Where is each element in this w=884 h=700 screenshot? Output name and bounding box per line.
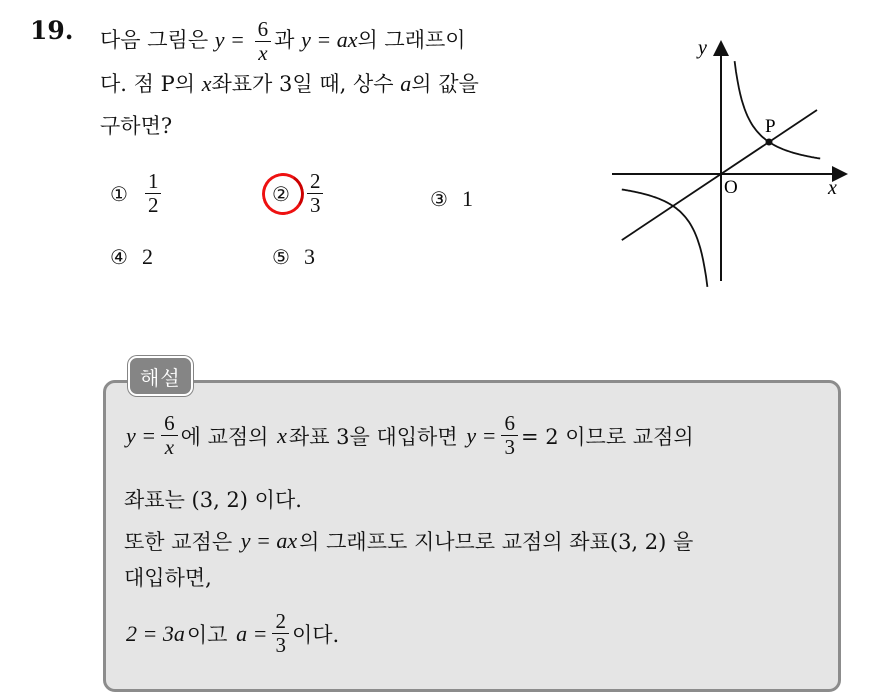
variable-a: a bbox=[400, 71, 412, 96]
choice-number: ⑤ bbox=[272, 245, 290, 269]
solution-tag: 해설 bbox=[128, 356, 193, 396]
choice-number: ① bbox=[110, 181, 128, 206]
equation-y-equals-ax: y = ax bbox=[240, 528, 298, 553]
variable-x: x bbox=[277, 422, 287, 448]
choice-value: 3 bbox=[303, 244, 315, 269]
fraction-denominator: x bbox=[258, 41, 268, 66]
solution-text-segment: 좌표 3을 대입하면 bbox=[288, 424, 458, 449]
choice-number: ③ bbox=[430, 187, 448, 211]
solution-line-3 bbox=[124, 526, 693, 556]
choice-fraction bbox=[145, 170, 162, 217]
question-number: 19. bbox=[30, 16, 74, 45]
fraction-denominator: x bbox=[164, 435, 175, 460]
line-y-equals-ax bbox=[622, 110, 817, 240]
point-p-label: P bbox=[765, 116, 776, 137]
fraction-denominator: 3 bbox=[275, 633, 286, 658]
fraction-6-over-x bbox=[161, 412, 178, 459]
equation-y-equals-ax: y = ax bbox=[301, 27, 358, 53]
solution-line-5 bbox=[124, 610, 339, 657]
choice-number-glyph: ② bbox=[272, 181, 290, 206]
solution-line-4: 대입하면, bbox=[124, 566, 212, 590]
fraction-numerator: 2 bbox=[272, 610, 289, 634]
question-text-segment: 다. 점 P의 bbox=[100, 72, 196, 96]
solution-line-1 bbox=[124, 412, 694, 459]
solution-text-segment: 이다. bbox=[291, 622, 340, 647]
origin-label: O bbox=[724, 177, 738, 198]
equation-a-equals: a = bbox=[236, 620, 268, 646]
choice-value: 1 bbox=[461, 186, 473, 211]
fraction-denominator: 3 bbox=[504, 435, 515, 460]
fraction-6-over-x bbox=[255, 18, 272, 65]
choice-number: ④ bbox=[110, 245, 128, 269]
choice-number bbox=[272, 182, 290, 206]
y-axis-label: y bbox=[698, 37, 707, 59]
choice-5[interactable] bbox=[272, 244, 315, 270]
fraction-6-over-3 bbox=[501, 412, 518, 459]
fraction-numerator: 6 bbox=[255, 18, 272, 42]
fraction-2-over-3 bbox=[272, 610, 289, 657]
question-text-segment: 다음 그림은 bbox=[100, 28, 209, 53]
question-text-segment: 의 그래프이 bbox=[357, 28, 466, 53]
choice-3[interactable] bbox=[430, 186, 473, 212]
x-axis-label: x bbox=[828, 177, 837, 199]
fraction-denominator: 2 bbox=[147, 193, 159, 218]
fraction-numerator: 6 bbox=[161, 412, 178, 436]
point-p bbox=[766, 139, 773, 146]
equation-y-equals: y = bbox=[466, 422, 497, 448]
choice-fraction bbox=[307, 170, 324, 217]
variable-x: x bbox=[201, 71, 212, 96]
fraction-numerator: 2 bbox=[307, 170, 324, 194]
question-text-segment: 의 값을 bbox=[411, 72, 479, 96]
hyperbola-branch-right bbox=[735, 61, 821, 158]
equation-y-equals: y = bbox=[126, 422, 157, 448]
choice-value: 2 bbox=[141, 244, 153, 269]
solution-text-segment: = 2 이므로 교점의 bbox=[520, 424, 694, 449]
question-line-1 bbox=[100, 17, 466, 66]
question-line-3: 구하면? bbox=[100, 114, 173, 138]
solution-line-2: 좌표는 (3, 2) 이다. bbox=[124, 488, 302, 512]
hyperbola-branch-left bbox=[622, 190, 708, 287]
equation-2-equals-3a: 2 = 3a bbox=[126, 620, 185, 646]
question-text-segment: 과 bbox=[274, 28, 295, 53]
question-line-2 bbox=[100, 64, 479, 104]
solution-text-segment: 에 교점의 bbox=[180, 424, 269, 449]
fraction-numerator: 6 bbox=[501, 412, 518, 436]
choice-2[interactable] bbox=[272, 170, 326, 217]
graph-figure bbox=[608, 36, 870, 288]
equation-y-equals: y = bbox=[214, 27, 245, 53]
fraction-denominator: 3 bbox=[309, 193, 321, 218]
question-text-segment: 좌표가 3일 때, 상수 bbox=[211, 72, 394, 96]
choice-1[interactable] bbox=[110, 170, 164, 217]
solution-text-segment: 또한 교점은 bbox=[124, 530, 233, 554]
choice-4[interactable] bbox=[110, 244, 153, 270]
solution-text-segment: 이고 bbox=[186, 622, 228, 647]
solution-text-segment: 의 그래프도 지나므로 교점의 좌표(3, 2) 을 bbox=[299, 530, 694, 554]
fraction-numerator: 1 bbox=[145, 170, 162, 194]
